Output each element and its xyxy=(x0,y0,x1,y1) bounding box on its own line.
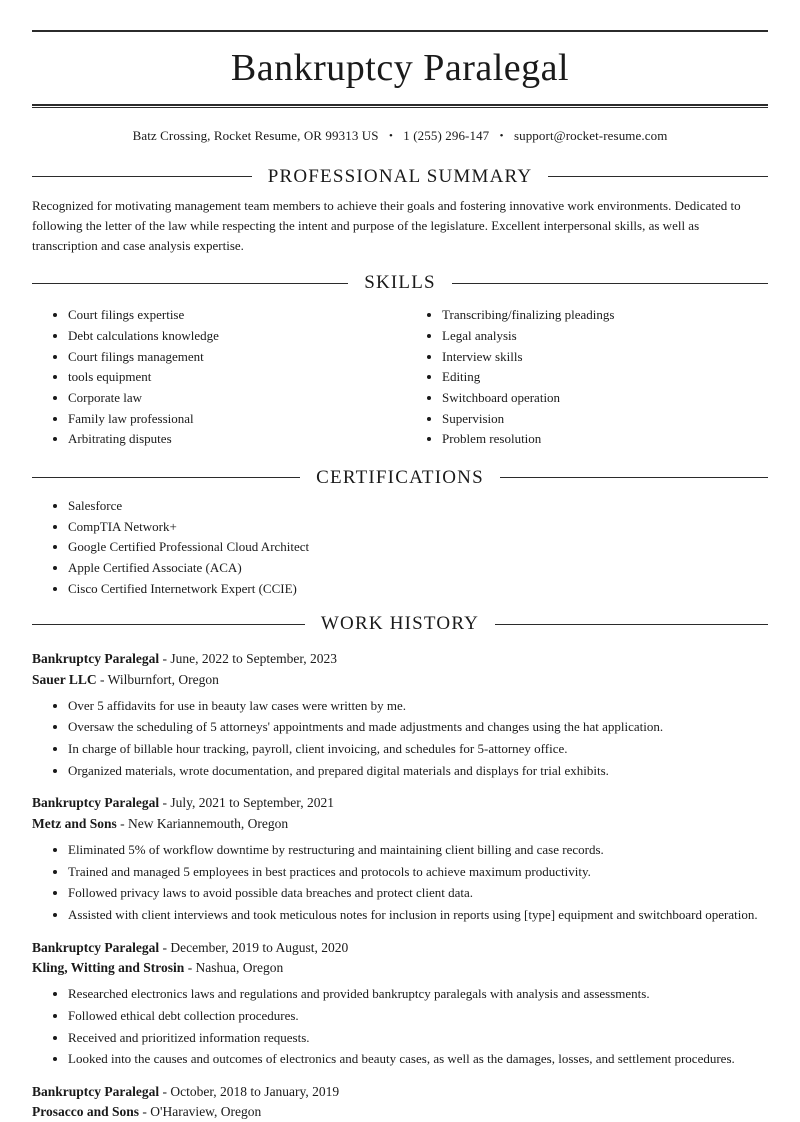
job-bullets xyxy=(32,697,768,780)
list-item: • Salesforce xyxy=(68,497,768,515)
job-title: Bankruptcy Paralegal xyxy=(32,795,160,811)
job-title: Bankruptcy Paralegal xyxy=(32,1083,160,1099)
heading-rule-right xyxy=(495,624,768,625)
job-company: Metz and Sons xyxy=(32,815,117,831)
job-title: Bankruptcy Paralegal xyxy=(32,939,160,955)
section-work-history xyxy=(32,613,768,1122)
contact-separator-2: • xyxy=(499,129,504,142)
list-item: • CompTIA Network+ xyxy=(68,518,768,536)
section-title: WORK HISTORY xyxy=(320,613,480,635)
skills-column-left xyxy=(32,302,400,451)
heading-rule-right xyxy=(548,176,768,177)
section-title: SKILLS xyxy=(364,272,436,294)
page-title: Bankruptcy Paralegal xyxy=(230,47,570,89)
list-item: • Court filings expertise xyxy=(68,306,400,324)
skills-list-left xyxy=(32,306,400,448)
list-item: • Court filings management xyxy=(68,348,400,366)
job-bullets xyxy=(32,841,768,924)
job-company: Sauer LLC xyxy=(32,671,97,687)
list-item: • Received and prioritized information requests. xyxy=(68,1029,768,1047)
job-title-line xyxy=(32,1082,768,1102)
list-item: • Legal analysis xyxy=(442,327,768,345)
list-item: • Looked into the causes and outcomes of electronics and beauty cases, as well as the damages, losses, and settlement procedures. xyxy=(68,1050,768,1068)
heading-rule-right xyxy=(500,477,768,478)
job-title-line xyxy=(32,793,768,813)
contact-separator-1: • xyxy=(388,129,393,142)
certifications-list xyxy=(32,497,768,597)
list-item: • Arbitrating disputes xyxy=(68,430,400,448)
job-location: - Wilburnfort, Oregon xyxy=(100,671,219,687)
job-company: Kling, Witting and Strosin xyxy=(32,959,185,975)
list-item: • Google Certified Professional Cloud Architect xyxy=(68,538,768,556)
section-heading-skills xyxy=(32,272,768,294)
job-dates: - June, 2022 to September, 2023 xyxy=(162,651,338,667)
list-item: • Switchboard operation xyxy=(442,389,768,407)
list-item: • Cisco Certified Internetwork Expert (CCIE) xyxy=(68,580,768,598)
section-heading-work-history xyxy=(32,613,768,635)
job-location: - O'Haraview, Oregon xyxy=(142,1104,262,1120)
list-item: • In charge of billable hour tracking, payroll, client invoicing, and schedules for 5-attorney office. xyxy=(68,740,768,758)
list-item: • Family law professional xyxy=(68,410,400,428)
list-item: • Trained and managed 5 employees in best practices and protocols to achieve maximum productivity. xyxy=(68,863,768,881)
list-item: • Problem resolution xyxy=(442,430,768,448)
list-item: • tools equipment xyxy=(68,368,400,386)
job-title-line xyxy=(32,938,768,958)
contact-address: Batz Crossing, Rocket Resume, OR 99313 US xyxy=(132,127,379,143)
heading-rule-left xyxy=(32,624,305,625)
list-item: • Eliminated 5% of workflow downtime by restructuring and maintaining client billing and case records. xyxy=(68,841,768,859)
skills-columns xyxy=(32,302,768,451)
list-item: • Supervision xyxy=(442,410,768,428)
section-professional-summary xyxy=(32,166,768,256)
heading-rule-left xyxy=(32,176,252,177)
job-dates: - December, 2019 to August, 2020 xyxy=(162,939,349,955)
section-certifications xyxy=(32,467,768,597)
job-company: Prosacco and Sons xyxy=(32,1104,140,1120)
list-item: • Researched electronics laws and regulations and provided bankruptcy paralegals with analysis and assessments. xyxy=(68,985,768,1003)
job-title-line xyxy=(32,649,768,669)
list-item: • Interview skills xyxy=(442,348,768,366)
heading-rule-left xyxy=(32,477,300,478)
list-item: • Oversaw the scheduling of 5 attorneys' appointments and made adjustments and changes using the hat application. xyxy=(68,718,768,736)
heading-rule-left xyxy=(32,283,348,284)
list-item: • Editing xyxy=(442,368,768,386)
skills-column-right xyxy=(400,302,768,451)
contact-phone: 1 (255) 296-147 xyxy=(403,127,490,143)
section-heading-professional-summary xyxy=(32,166,768,188)
summary-text: Recognized for motivating management team members to achieve their goals and fostering innovative work environments. Dedicated to following the letter of the law while respecting the intent and purpose of the legislature. Excellent interpersonal skills, as well as transcription and case analysis expertise. xyxy=(32,197,741,254)
skills-list-right xyxy=(400,306,768,448)
list-item: • Over 5 affidavits for use in beauty law cases were written by me. xyxy=(68,697,768,715)
work-history-entry xyxy=(32,1082,768,1122)
contact-email[interactable]: support@rocket-resume.com xyxy=(513,127,668,143)
list-item: • Debt calculations knowledge xyxy=(68,327,400,345)
job-dates: - July, 2021 to September, 2021 xyxy=(162,795,334,811)
job-company-line xyxy=(32,670,768,690)
section-title: PROFESSIONAL SUMMARY xyxy=(267,165,533,187)
list-item: • Transcribing/finalizing pleadings xyxy=(442,306,768,324)
section-title: CERTIFICATIONS xyxy=(316,466,484,488)
contact-line xyxy=(32,108,768,150)
work-history-entry xyxy=(32,649,768,779)
work-history-entry xyxy=(32,793,768,923)
list-item: • Organized materials, wrote documentation, and prepared digital materials and displays for trial exhibits. xyxy=(68,762,768,780)
list-item: • Followed privacy laws to avoid possible data breaches and protect client data. xyxy=(68,884,768,902)
list-item: • Apple Certified Associate (ACA) xyxy=(68,559,768,577)
job-location: - Nashua, Oregon xyxy=(187,959,284,975)
list-item: • Corporate law xyxy=(68,389,400,407)
section-heading-certifications xyxy=(32,467,768,489)
job-company-line xyxy=(32,958,768,978)
list-item: • Followed ethical debt collection procedures. xyxy=(68,1007,768,1025)
job-bullets xyxy=(32,985,768,1068)
work-history-entry xyxy=(32,938,768,1068)
job-dates: - October, 2018 to January, 2019 xyxy=(162,1083,340,1099)
job-company-line xyxy=(32,814,768,834)
list-item: • Assisted with client interviews and took meticulous notes for inclusion in reports using [type] equipment and switchboard operation. xyxy=(68,906,768,924)
section-skills xyxy=(32,272,768,451)
job-company-line xyxy=(32,1102,768,1122)
job-location: - New Kariannemouth, Oregon xyxy=(120,815,289,831)
heading-rule-right xyxy=(452,283,768,284)
resume-document xyxy=(0,30,800,1122)
job-title: Bankruptcy Paralegal xyxy=(32,651,160,667)
